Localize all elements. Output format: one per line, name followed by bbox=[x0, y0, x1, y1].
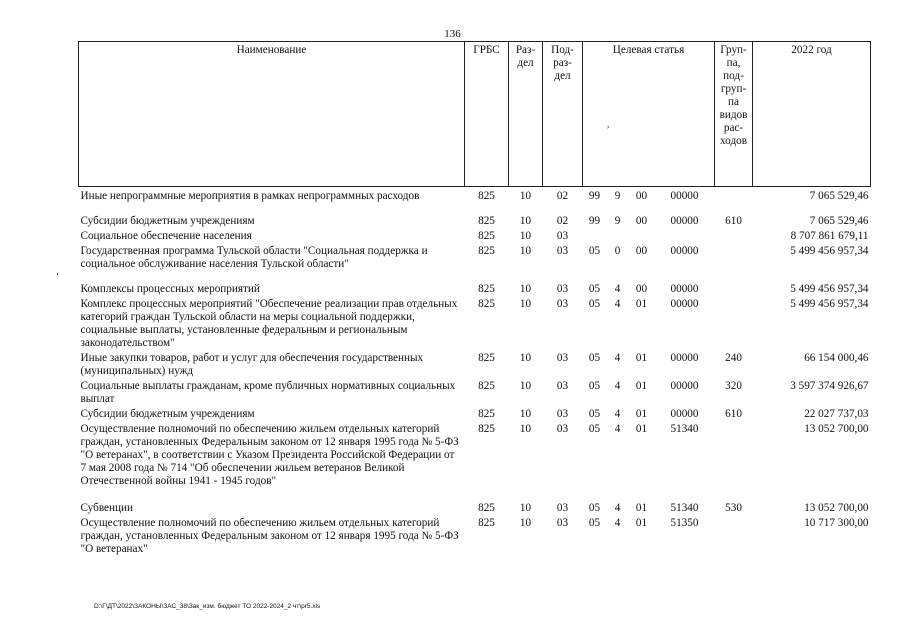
row-amount: 7 065 529,46 bbox=[809, 190, 869, 202]
margin-mark: ‘ bbox=[56, 271, 59, 281]
row-razdel: 10 bbox=[519, 245, 532, 257]
row-amount: 22 027 737,03 bbox=[804, 408, 869, 420]
row-cs-type: 9 bbox=[614, 190, 621, 202]
header-razdel: Раз- дел bbox=[509, 42, 543, 187]
row-podrazdel: 03 bbox=[556, 352, 569, 364]
row-grbs: 825 bbox=[478, 190, 495, 202]
row-cs-direction: 00000 bbox=[670, 352, 699, 364]
row-amount: 13 052 700,00 bbox=[804, 423, 869, 435]
row-razdel: 10 bbox=[519, 352, 532, 364]
row-cs-program: 05 bbox=[588, 352, 601, 364]
row-cs-type: 4 bbox=[614, 408, 621, 420]
row-cs-program: 05 bbox=[588, 298, 601, 310]
row-podrazdel: 03 bbox=[556, 502, 569, 514]
row-podrazdel: 03 bbox=[556, 380, 569, 392]
table-header-row bbox=[79, 42, 871, 187]
row-amount: 3 597 374 926,67 bbox=[790, 380, 869, 392]
header-year: 2022 год bbox=[753, 42, 871, 187]
row-cs-direction: 00000 bbox=[670, 298, 699, 310]
table-row bbox=[79, 501, 871, 516]
row-amount: 5 499 456 957,34 bbox=[790, 245, 869, 257]
row-name: Осуществление полномочий по обеспечению жильем отдельных категорий граждан, установленных Федеральным законом от 12 января 1995 года № 5-ФЗ "О ветеранах", в соответствии с Указом Президента Российской Федерации от 7 мая 2008 года № 714 "Об обеспечении жильем ветеранов Великой Отечественной войны 1941 - 1945 годов" bbox=[80, 423, 459, 487]
row-cs-element bbox=[629, 229, 655, 244]
row-name: Субвенции bbox=[80, 502, 133, 514]
row-spacer bbox=[79, 272, 871, 282]
row-name: Субсидии бюджетным учреждениям bbox=[80, 215, 255, 227]
table-row bbox=[79, 516, 871, 557]
row-vr: 240 bbox=[725, 352, 742, 364]
header-gruppa-vidov-rashodov: Груп- па, под- груп- па видов рас- ходов bbox=[715, 42, 753, 187]
row-spacer bbox=[79, 204, 871, 214]
row-grbs: 825 bbox=[478, 215, 495, 227]
row-grbs: 825 bbox=[478, 352, 495, 364]
page-number: 136 bbox=[444, 28, 461, 40]
row-podrazdel: 03 bbox=[556, 230, 569, 242]
row-cs-type: 4 bbox=[614, 502, 621, 514]
row-name: Социальное обеспечение населения bbox=[80, 230, 252, 242]
row-cs-element: 00 bbox=[635, 245, 648, 257]
row-podrazdel: 03 bbox=[556, 283, 569, 295]
table-row bbox=[79, 297, 871, 351]
row-cs-direction: 51340 bbox=[670, 502, 699, 514]
row-podrazdel: 02 bbox=[556, 190, 569, 202]
row-vr: 320 bbox=[725, 380, 742, 392]
row-amount: 8 707 861 679,11 bbox=[790, 230, 869, 242]
row-spacer bbox=[79, 489, 871, 501]
row-cs-program: 05 bbox=[588, 517, 601, 529]
row-cs-type: 9 bbox=[614, 215, 621, 227]
row-cs-type: 4 bbox=[614, 517, 621, 529]
row-cs-program: 05 bbox=[588, 502, 601, 514]
row-cs-direction: 51340 bbox=[670, 423, 699, 435]
row-podrazdel: 03 bbox=[556, 517, 569, 529]
row-cs-element: 01 bbox=[635, 423, 648, 435]
row-grbs: 825 bbox=[478, 230, 495, 242]
row-cs-type: 4 bbox=[614, 283, 621, 295]
header-podrazdel: Под- раз- дел bbox=[543, 42, 583, 187]
row-podrazdel: 03 bbox=[556, 423, 569, 435]
header-name: Наименование bbox=[79, 42, 465, 187]
row-cs-program: 05 bbox=[588, 408, 601, 420]
row-cs-element: 01 bbox=[635, 352, 648, 364]
row-razdel: 10 bbox=[519, 190, 532, 202]
row-cs-element: 01 bbox=[635, 502, 648, 514]
row-vr: 610 bbox=[725, 215, 742, 227]
table-row bbox=[79, 379, 871, 407]
row-podrazdel: 03 bbox=[556, 408, 569, 420]
row-cs-program: 99 bbox=[588, 190, 601, 202]
row-cs-direction: 00000 bbox=[670, 190, 699, 202]
row-grbs: 825 bbox=[478, 408, 495, 420]
row-razdel: 10 bbox=[519, 517, 532, 529]
row-cs-element: 01 bbox=[635, 408, 648, 420]
row-cs-program: 05 bbox=[588, 245, 601, 257]
table-row bbox=[79, 187, 871, 205]
row-podrazdel: 03 bbox=[556, 245, 569, 257]
row-amount: 66 154 000,46 bbox=[804, 352, 869, 364]
row-vr: 610 bbox=[725, 408, 742, 420]
row-cs-element: 00 bbox=[635, 215, 648, 227]
row-amount: 5 499 456 957,34 bbox=[790, 298, 869, 310]
table-row bbox=[79, 229, 871, 244]
row-amount: 10 717 300,00 bbox=[804, 517, 869, 529]
row-vr: 530 bbox=[725, 502, 742, 514]
row-cs-element: 01 bbox=[635, 380, 648, 392]
row-cs-type: 4 bbox=[614, 298, 621, 310]
row-cs-program: 05 bbox=[588, 283, 601, 295]
budget-table bbox=[78, 41, 871, 557]
row-grbs: 825 bbox=[478, 517, 495, 529]
row-cs-direction: 00000 bbox=[670, 283, 699, 295]
row-name: Комплекс процессных мероприятий "Обеспечение реализации прав отдельных категорий граждан Тульской области на меры социальной поддержки, социальные выплаты, установленные федеральным и региональным законодательством" bbox=[80, 298, 458, 349]
row-amount: 13 052 700,00 bbox=[804, 502, 869, 514]
row-cs-direction: 00000 bbox=[670, 245, 699, 257]
row-cs-element: 01 bbox=[635, 517, 648, 529]
row-razdel: 10 bbox=[519, 230, 532, 242]
table-row bbox=[79, 244, 871, 272]
row-cs-direction: 00000 bbox=[670, 408, 699, 420]
table-row bbox=[79, 214, 871, 229]
header-grbs: ГРБС bbox=[465, 42, 509, 187]
row-cs-program bbox=[583, 229, 607, 244]
row-name: Субсидии бюджетным учреждениям bbox=[80, 408, 255, 420]
row-vr bbox=[715, 229, 753, 244]
row-grbs: 825 bbox=[478, 245, 495, 257]
row-cs-program: 99 bbox=[588, 215, 601, 227]
table-row bbox=[79, 407, 871, 422]
row-name: Государственная программа Тульской области "Социальная поддержка и социальное обслуживание населения Тульской области" bbox=[80, 245, 428, 270]
row-razdel: 10 bbox=[519, 423, 532, 435]
row-cs-element: 01 bbox=[635, 298, 648, 310]
row-name: Комплексы процессных мероприятий bbox=[80, 283, 260, 295]
row-name: Осуществление полномочий по обеспечению жильем отдельных категорий граждан, установленных Федеральным законом от 12 января 1995 года № 5-ФЗ "О ветеранах" bbox=[80, 517, 459, 555]
row-cs-type bbox=[607, 229, 629, 244]
row-podrazdel: 03 bbox=[556, 298, 569, 310]
row-vr bbox=[715, 244, 753, 272]
row-razdel: 10 bbox=[519, 283, 532, 295]
row-razdel: 10 bbox=[519, 380, 532, 392]
row-grbs: 825 bbox=[478, 380, 495, 392]
row-cs-type: 4 bbox=[614, 423, 621, 435]
row-cs-type: 4 bbox=[614, 352, 621, 364]
row-cs-element: 00 bbox=[635, 190, 648, 202]
row-vr bbox=[715, 422, 753, 489]
row-name: Иные закупки товаров, работ и услуг для обеспечения государственных (муниципальных) нужд bbox=[80, 352, 424, 377]
row-cs-direction: 51350 bbox=[670, 517, 699, 529]
row-vr bbox=[715, 282, 753, 297]
row-cs-type: 4 bbox=[614, 380, 621, 392]
row-cs-program: 05 bbox=[588, 380, 601, 392]
header-celevaya-statya: Целевая статья bbox=[583, 42, 715, 187]
row-cs-element: 00 bbox=[635, 283, 648, 295]
row-vr bbox=[715, 516, 753, 557]
row-name: Иные непрограммные мероприятия в рамках непрограммных расходов bbox=[80, 190, 420, 202]
row-razdel: 10 bbox=[519, 215, 532, 227]
row-grbs: 825 bbox=[478, 298, 495, 310]
row-cs-program: 05 bbox=[588, 423, 601, 435]
row-amount: 5 499 456 957,34 bbox=[790, 283, 869, 295]
row-podrazdel: 02 bbox=[556, 215, 569, 227]
row-razdel: 10 bbox=[519, 408, 532, 420]
row-cs-direction: 00000 bbox=[670, 380, 699, 392]
stray-tick-mark: , bbox=[607, 119, 610, 129]
row-cs-direction: 00000 bbox=[670, 215, 699, 227]
row-amount: 7 065 529,46 bbox=[809, 215, 869, 227]
row-name: Социальные выплаты гражданам, кроме публичных нормативных социальных выплат bbox=[80, 380, 456, 405]
row-cs-direction bbox=[655, 229, 715, 244]
row-vr bbox=[715, 187, 753, 205]
row-grbs: 825 bbox=[478, 283, 495, 295]
table-row bbox=[79, 422, 871, 489]
footer-file-path: D:\Г\ДТ\2022\ЗАКОНЫ\ЗАС_38\Зак_изм. бюджет ТО 2022-2024_2 чт\pr5.xls bbox=[94, 603, 321, 610]
table-row bbox=[79, 351, 871, 379]
row-vr bbox=[715, 297, 753, 351]
row-grbs: 825 bbox=[478, 502, 495, 514]
row-grbs: 825 bbox=[478, 423, 495, 435]
row-razdel: 10 bbox=[519, 298, 532, 310]
row-razdel: 10 bbox=[519, 502, 532, 514]
row-cs-type: 0 bbox=[614, 245, 621, 257]
table-row bbox=[79, 282, 871, 297]
